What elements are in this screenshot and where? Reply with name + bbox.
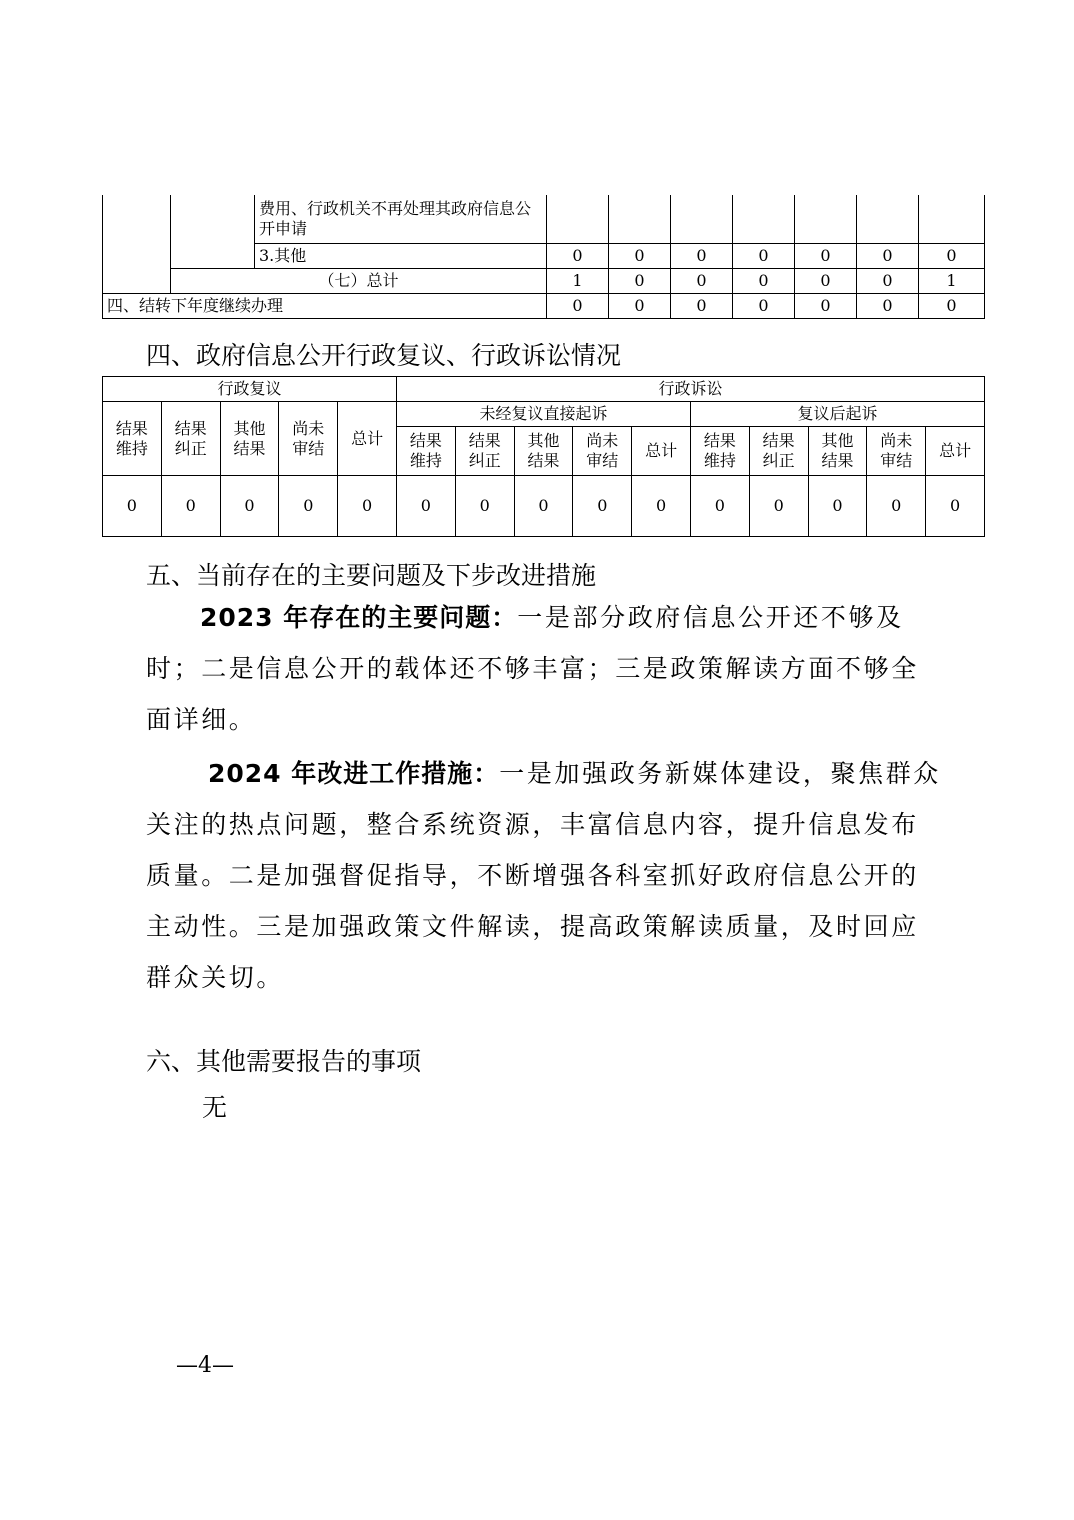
col-header: 结果 纠正: [749, 427, 808, 476]
table-cell: 0: [733, 269, 795, 294]
direct-header: 未经复议直接起诉: [397, 402, 691, 427]
table-cell: 1: [547, 269, 609, 294]
table-cell: 0: [919, 294, 985, 319]
table-cell: 0: [547, 244, 609, 269]
table-cell: 0: [338, 476, 397, 537]
table-cell: 0: [857, 244, 919, 269]
section6-body: 无: [202, 1093, 230, 1122]
table-row: [103, 402, 985, 427]
measures-paragraph: [146, 748, 946, 1003]
litigation-header: 行政诉讼: [397, 377, 985, 402]
table-cell: 0: [749, 476, 808, 537]
col-header: 结果 纠正: [161, 402, 220, 476]
measures-lead: 2024 年改进工作措施：: [208, 759, 500, 788]
section5-title: 五、当前存在的主要问题及下步改进措施: [146, 561, 597, 590]
table-cell: 0: [609, 244, 671, 269]
table-cell: 0: [103, 476, 162, 537]
table-cell: 0: [926, 476, 985, 537]
problems-lead: 2023 年存在的主要问题：: [200, 603, 518, 632]
table-row: [103, 377, 985, 402]
table-cell: 0: [808, 476, 867, 537]
section4-title: 四、政府信息公开行政复议、行政诉讼情况: [146, 341, 622, 370]
row-total-label: （七）总计: [171, 269, 547, 294]
col-header: 其他 结果: [220, 402, 279, 476]
table-cell: 0: [632, 476, 691, 537]
col-header: 总计: [338, 402, 397, 476]
table-cell: 0: [161, 476, 220, 537]
measures-body: 一是加强政务新媒体建设，聚焦群众关注的热点问题，整合系统资源，丰富信息内容，提升信息发布质量。二是加强督促指导，不断增强各科室抓好政府信息公开的主动性。三是加强政策文件解读，提高政策解读质量，及时回应群众关切。: [146, 759, 941, 992]
table-cell: 0: [573, 476, 632, 537]
table-cell: 0: [220, 476, 279, 537]
col-header: 结果 维持: [397, 427, 456, 476]
table-cell: 0: [671, 244, 733, 269]
table-cell: 0: [279, 476, 338, 537]
col-header: 总计: [926, 427, 985, 476]
row-fee-label: 费用、行政机关不再处理其政府信息公开申请: [255, 195, 547, 244]
review-header: 行政复议: [103, 377, 397, 402]
table-cell: 0: [514, 476, 573, 537]
section6-title: 六、其他需要报告的事项: [146, 1047, 422, 1076]
col-header: 尚未 审结: [573, 427, 632, 476]
problems-body: 一是部分政府信息公开还不够及时；二是信息公开的载体还不够丰富；三是政策解读方面不够全面详细。: [146, 603, 919, 734]
table-cell: 0: [609, 269, 671, 294]
table-cell: 0: [397, 476, 456, 537]
col-header: 结果 纠正: [455, 427, 514, 476]
table-cell: 1: [919, 269, 985, 294]
page-number: —4—: [176, 1353, 234, 1378]
table-cell: 0: [455, 476, 514, 537]
table-cell: 0: [690, 476, 749, 537]
col-header: 其他 结果: [514, 427, 573, 476]
table-row: [103, 476, 985, 537]
table-cell: 0: [795, 269, 857, 294]
table-cell: 0: [919, 244, 985, 269]
problems-paragraph: [146, 592, 946, 745]
col-header: 其他 结果: [808, 427, 867, 476]
table-cell: 0: [867, 476, 926, 537]
row-other-label: 3.其他: [255, 244, 547, 269]
table-row: [103, 269, 985, 294]
application-stats-table: [102, 195, 985, 319]
table-cell: 0: [547, 294, 609, 319]
table-row: [103, 294, 985, 319]
col-header: 结果 维持: [690, 427, 749, 476]
table-cell: 0: [857, 269, 919, 294]
col-header: 结果 维持: [103, 402, 162, 476]
table-cell: 0: [857, 294, 919, 319]
table-cell: 0: [671, 269, 733, 294]
table-cell: 0: [733, 294, 795, 319]
table-cell: 0: [609, 294, 671, 319]
after-review-header: 复议后起诉: [690, 402, 984, 427]
col-header: 尚未 审结: [279, 402, 338, 476]
review-litigation-table: [102, 376, 985, 537]
table-cell: 0: [733, 244, 795, 269]
table-cell: 0: [795, 294, 857, 319]
table-cell: 0: [671, 294, 733, 319]
table-row: [103, 195, 985, 244]
table-cell: 0: [795, 244, 857, 269]
col-header: 尚未 审结: [867, 427, 926, 476]
col-header: 总计: [632, 427, 691, 476]
row-carry-label: 四、结转下年度继续办理: [103, 294, 547, 319]
